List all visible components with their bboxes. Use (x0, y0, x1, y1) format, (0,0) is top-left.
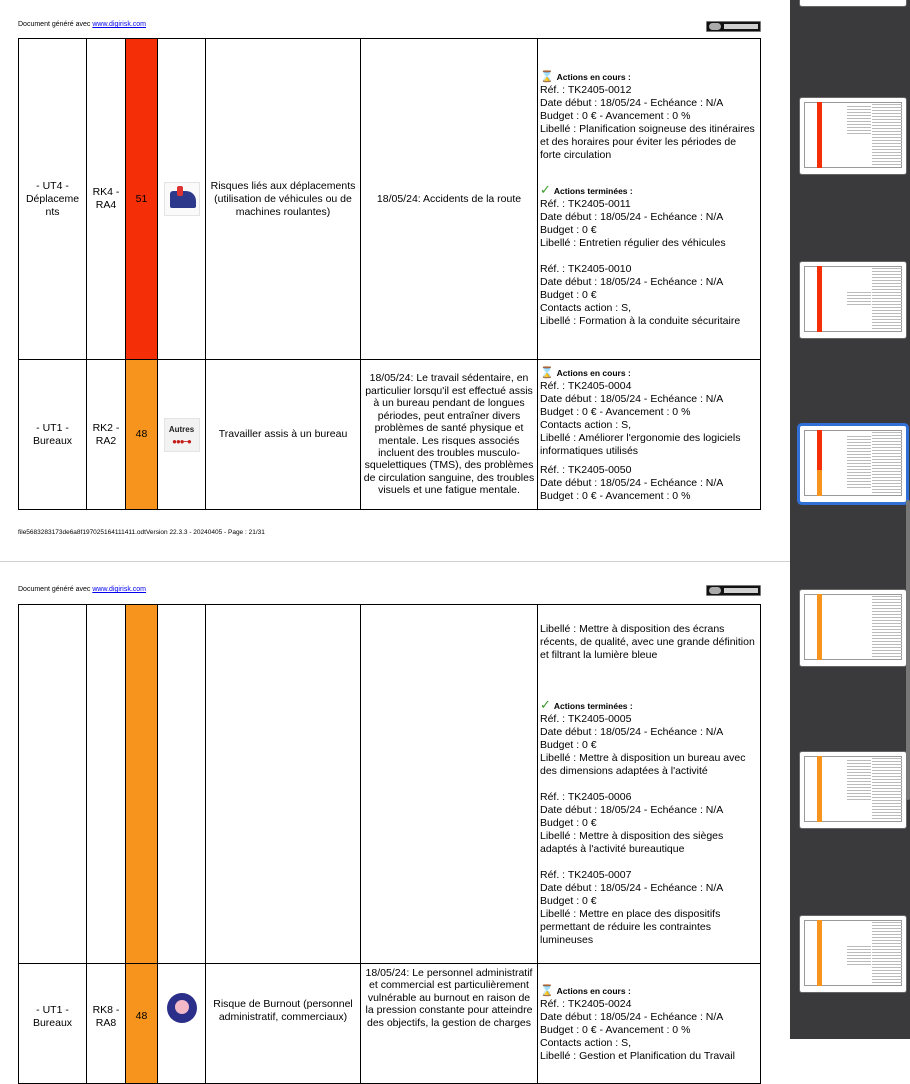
page-thumbnail[interactable] (800, 752, 906, 828)
risk-table (18, 604, 761, 1084)
generated-with-header: Document généré avec www.digirisk.com (18, 586, 147, 593)
actions-done-heading: ✓ Actions terminées : (540, 697, 633, 712)
sidebar-scrollbar[interactable] (906, 500, 910, 800)
page-separator (0, 561, 790, 562)
burnout-risk-icon (164, 992, 200, 1026)
risk-description-cell: Risque de Burnout (personnel administratif, commerciaux) (206, 964, 361, 1084)
actions-cell: ⌛ Actions en cours : Réf. : TK2405-0024 Date début : 18/05/24 - Echéance : N/A Budget : 0 € - Avancement : 0 % Contacts action : S, Libellé : Gestion et Planification du Travail (538, 964, 761, 1084)
page-thumbnail-current[interactable] (800, 426, 906, 502)
risk-ref-cell: RK8 - RA8 (87, 964, 126, 1084)
generated-with-header: Document généré avec www.digirisk.com (18, 21, 147, 28)
cc-license-badge (706, 585, 761, 596)
risk-description-cell: Travailler assis à un bureau (206, 360, 361, 510)
page-thumbnail[interactable] (800, 0, 906, 6)
actions-in-progress-heading: ⌛ Actions en cours : (540, 366, 631, 379)
table-row (19, 360, 761, 510)
evaluation-cell: 18/05/24: Le personnel administratif et commercial est particulièrement vulnérable au burnout en raison de la pression constante pour atteindre des objectifs, la gestion de charges (361, 964, 538, 1084)
risk-icon-cell (158, 360, 206, 510)
risk-icon-cell (158, 39, 206, 360)
table-row (19, 964, 761, 1084)
cc-license-badge (706, 21, 761, 32)
risk-score-cell (126, 964, 158, 1084)
checkmark-icon: ✓ (540, 181, 551, 197)
document-page-22 (0, 563, 790, 1062)
actions-in-progress-heading: ⌛ Actions en cours : (540, 985, 631, 997)
risk-icon-cell (158, 964, 206, 1084)
evaluation-cell: 18/05/24: Accidents de la route (361, 39, 538, 360)
risk-score-cell (126, 39, 158, 360)
risk-ref-cell: RK2 - RA2 (87, 360, 126, 510)
risk-table (18, 38, 761, 510)
actions-in-progress-heading: ⌛ Actions en cours : (540, 70, 631, 83)
work-unit-cell: - UT4 - Déplaceme nts (19, 39, 87, 360)
risk-score-cell (126, 605, 158, 964)
risk-ref-cell: RK4 - RA4 (87, 39, 126, 360)
checkmark-icon: ✓ (540, 697, 551, 712)
actions-cell: Libellé : Mettre à disposition des écrans récents, de qualité, avec une grande définition et filtrant la lumière bleue ✓ Actions terminées : Réf. : TK2405-0005 Date début : 18/05/24 - Echéance : N/A Budget : 0 € Libellé : Mettre à disposition un bureau avec des dimensions adaptées à l'activité Réf. : TK2405-0006 Date début : 18/05/24 - Echéance : N/A Budget : 0 € Libellé : Mettre à disposition des sièges adaptés à l'activité bureautique Réf. : TK2405-0007 Date début : 18/05/24 - Echéance : N/A Budget : 0 € Libellé : Mettre en place des dispositifs permettant de réduire les contraintes lumineuses (538, 605, 761, 964)
risk-score-cell (126, 360, 158, 510)
document-page-21 (0, 0, 790, 562)
hourglass-icon: ⌛ (540, 70, 554, 83)
page-thumbnail[interactable] (800, 590, 906, 666)
vehicle-risk-icon (164, 182, 200, 216)
hourglass-icon: ⌛ (540, 985, 554, 997)
page-thumbnail[interactable] (800, 98, 906, 174)
evaluation-cell: 18/05/24: Le travail sédentaire, en particulier lorsqu'il est effectué assis à un bureau pendant de longues périodes, peut entraîner divers problèmes de santé physique et mentale. Les risques associés incluent des troubles musculo-squelettiques (TMS), des problèmes de circulation sanguine, des troubles visuels et une fatigue mentale. (361, 360, 538, 510)
risk-score: 51 (135, 192, 148, 205)
page-thumbnail[interactable] (800, 262, 906, 338)
table-row (19, 605, 761, 964)
hourglass-icon: ⌛ (540, 366, 554, 379)
page-thumbnail[interactable] (800, 916, 906, 992)
page-footer: file5683283173de6a8f197025164111411.odtVersion 22.3.3 - 20240405 - Page : 21/31 (18, 529, 265, 536)
actions-cell: ⌛ Actions en cours : Réf. : TK2405-0012 Date début : 18/05/24 - Echéance : N/A Budget : 0 € - Avancement : 0 % Libellé : Planification soigneuse des itinéraires et des horaires pour éviter les périodes de forte circulation ✓ Actions terminées : Réf. : TK2405-0011 Date début : 18/05/24 - Echéance : N/A Budget : 0 € Libellé : Entretien régulier des véhicules Réf. : TK2405-0010 Date début : 18/05/24 - Echéance : N/A Budget : 0 € Contacts action : S, Libellé : Formation à la conduite sécuritaire (538, 39, 761, 360)
table-row (19, 39, 761, 360)
work-unit-cell: - UT1 - Bureaux (19, 964, 87, 1084)
risk-description-cell: Risques liés aux déplacements (utilisation de véhicules ou de machines roulantes) (206, 39, 361, 360)
actions-done-heading: ✓ Actions terminées : (540, 181, 633, 197)
digirisk-link[interactable]: www.digirisk.com (92, 21, 147, 28)
digirisk-link[interactable]: www.digirisk.com (92, 586, 147, 593)
risk-score: 48 (135, 1010, 148, 1022)
risk-score: 48 (135, 428, 148, 440)
work-unit-cell: - UT1 - Bureaux (19, 360, 87, 510)
actions-cell: ⌛ Actions en cours : Réf. : TK2405-0004 Date début : 18/05/24 - Echéance : N/A Budget : 0 € - Avancement : 0 % Contacts action : S, Libellé : Améliorer l'ergonomie des logiciels informatiques utilisés Réf. : TK2405-0050 Date début : 18/05/24 - Echéance : N/A Budget : 0 € - Avancement : 0 % (538, 360, 761, 510)
other-risk-icon: Autres ●●●–● (164, 418, 200, 452)
